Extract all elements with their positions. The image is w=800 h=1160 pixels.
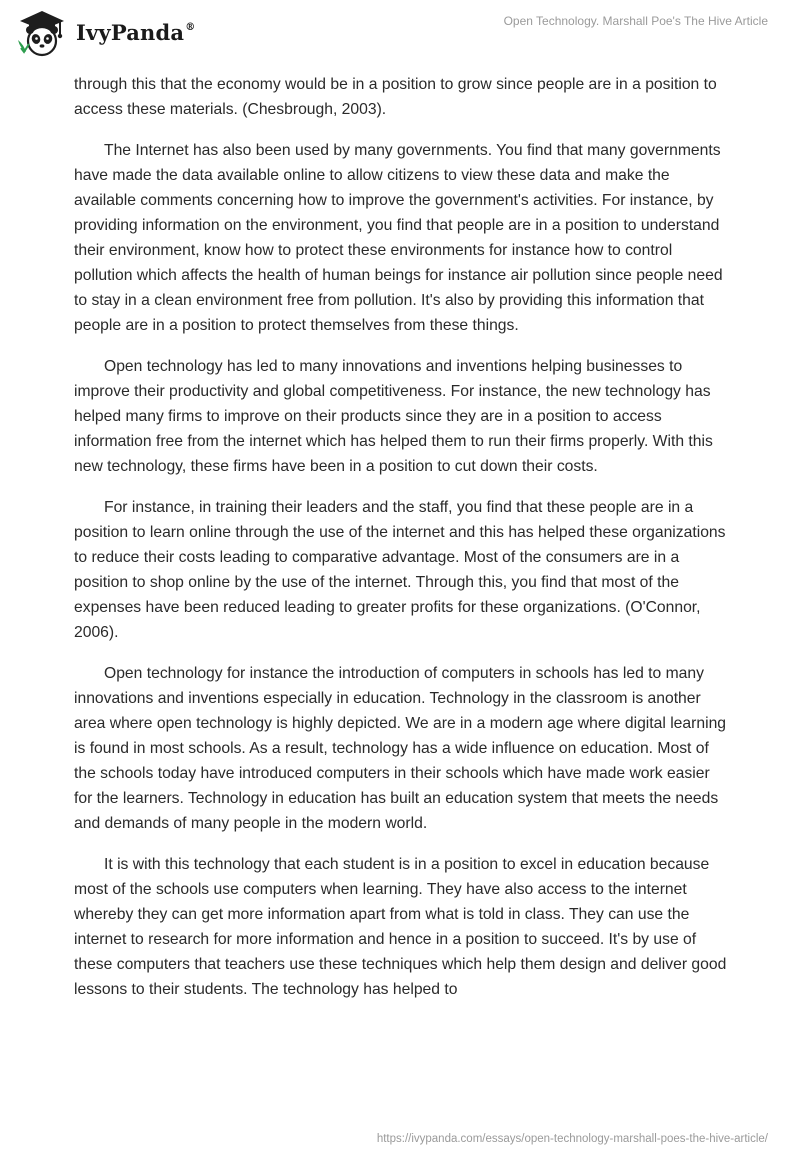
registered-mark: ® <box>185 22 196 33</box>
source-url-link[interactable]: https://ivypanda.com/essays/open-technology-marshall-poes-the-hive-article/ <box>376 1133 768 1145</box>
page-header <box>0 0 800 70</box>
essay-body <box>74 72 730 1018</box>
paragraph: The Internet has also been used by many governments. You find that many governments have made the data available online to allow citizens to view these data and make the available comments concerning how to improve the government's activities. For instance, by providing information on the environment, you find that people are in a position to understand their environment, know how to protect these environments for instance how to control pollution which affects the health of human beings for instance air pollution since people need to stay in a clean environment free from pollution. It's also by providing this information that people are in a position to protect themselves from these things. <box>74 142 723 334</box>
paragraph: For instance, in training their leaders and the staff, you find that these people are in a position to learn online through the use of the internet and this has helped these organizations to reduce their costs leading to comparative advantage. Most of the consumers are in a position to shop online by the use of the internet. Through this, you find that most of the expenses have been reduced leading to greater profits for these organizations. (O'Connor, 2006). <box>74 499 726 641</box>
panda-graduate-icon <box>14 8 70 58</box>
paragraph-continuation: through this that the economy would be in a position to grow since people are in a position to access these materials. (Chesbrough, 2003). <box>74 76 717 118</box>
brand-name <box>76 20 195 45</box>
paragraph: It is with this technology that each student is in a position to excel in education because most of the schools use computers when learning. They have also access to the internet whereby they can get more information apart from what is told in class. They can use the internet to research for more information and hence in a position to succeed. It's by use of these computers that teachers use these techniques which help them design and deliver good lessons to their students. The technology has helped to <box>74 856 727 998</box>
ivypanda-logo[interactable] <box>14 8 214 58</box>
brand-text: IvyPanda <box>76 20 185 45</box>
paragraph: Open technology has led to many innovations and inventions helping businesses to improve their productivity and global competitiveness. For instance, the new technology has helped many firms to improve on their products since they are in a position to access information free from the internet which has helped them to run their firms properly. With this new technology, these firms have been in a position to cut down their costs. <box>74 358 713 475</box>
document-title: Open Technology. Marshall Poe's The Hive Article <box>503 14 768 28</box>
paragraph: Open technology for instance the introduction of computers in schools has led to many innovations and inventions especially in education. Technology in the classroom is another area where open technology is highly depicted. We are in a modern age where digital learning is found in most schools. As a result, technology has a wide influence on education. Most of the schools today have introduced computers in their schools which have made work easier for the learners. Technology in education has built an education system that meets the needs and demands of many people in the modern world. <box>74 665 727 832</box>
